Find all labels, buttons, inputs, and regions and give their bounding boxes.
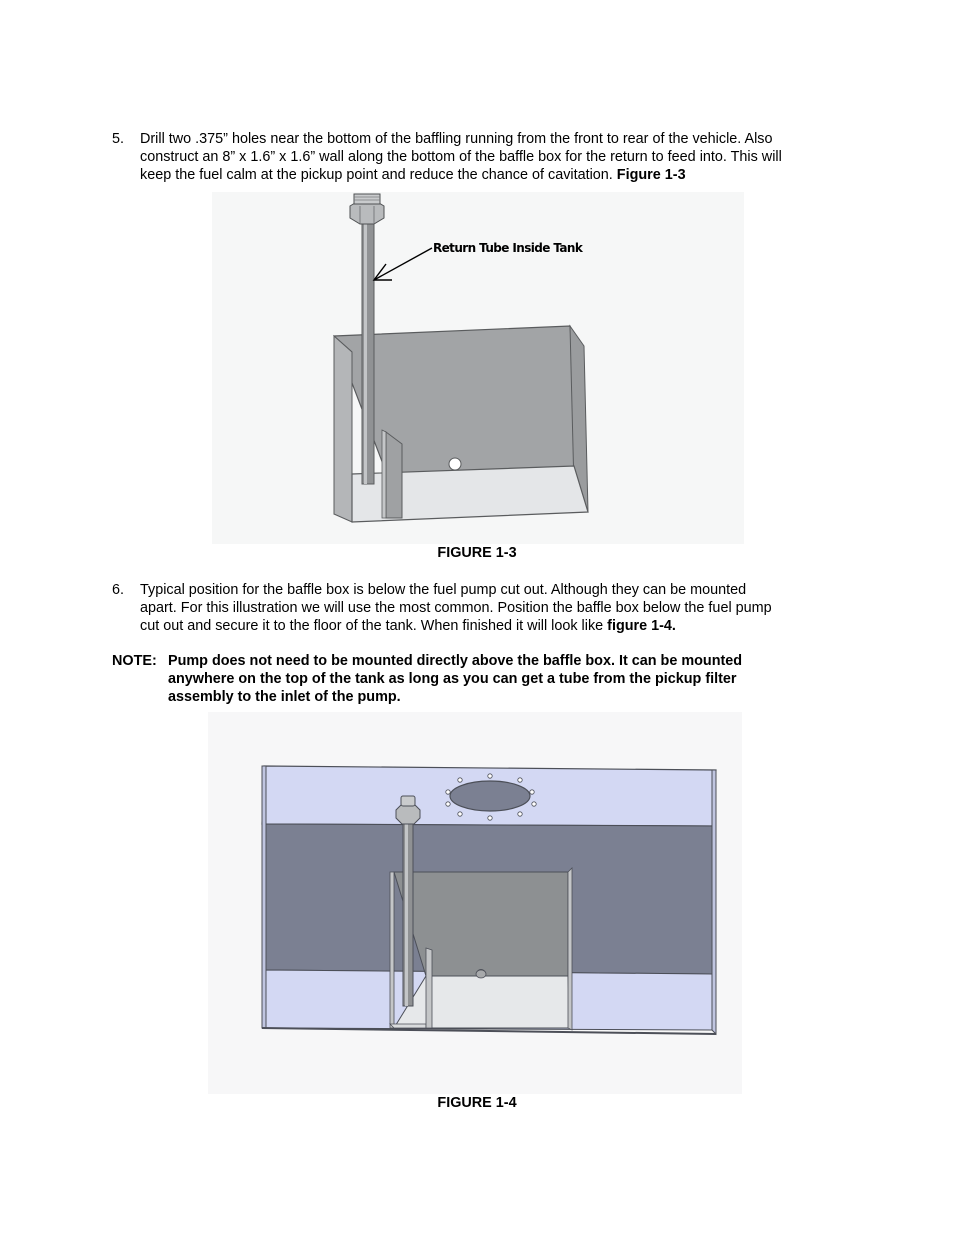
figure-reference: figure 1-4. [607,618,676,634]
step-text [140,581,852,635]
text-line [140,617,852,635]
text-segment: cut out and secure it to the floor of the tank. When finished it will look like [140,618,608,634]
text-line: anywhere on the top of the tank as long as you can get a tube from the pickup filter [168,671,737,687]
figure-reference: Figure 1-3 [616,167,686,183]
text-line: construct an 8” x 1.6” x 1.6” wall along the bottom of the baffle box for the return to feed into. This will [140,149,782,165]
step-text [140,130,852,184]
note-text [168,652,858,706]
text-line [140,166,852,184]
text-line: Typical position for the baffle box is below the fuel pump cut out. Although they can be mounted [140,582,747,598]
text-line: apart. For this illustration we will use the most common. Position the baffle box below the fuel pump [140,600,772,616]
text-segment: keep the fuel calm at the pickup point and reduce the chance of cavitation. [140,167,617,183]
note-label: NOTE: [112,653,157,669]
figure-1-3-illustration [212,192,744,544]
text-line: assembly to the inlet of the pump. [168,689,401,705]
figure-1-3-caption: FIGURE 1-3 [437,545,517,561]
step-number: 6. [112,582,125,598]
step-number: 5. [112,131,125,147]
figure-callout-label: Return Tube Inside Tank [433,241,583,255]
figure-1-4-caption: FIGURE 1-4 [437,1095,517,1111]
text-line: Drill two .375” holes near the bottom of the baffling running from the front to rear of the vehicle. Also [140,131,773,147]
text-line: Pump does not need to be mounted directly above the baffle box. It can be mounted [168,653,743,669]
figure-1-4-illustration [208,712,742,1094]
